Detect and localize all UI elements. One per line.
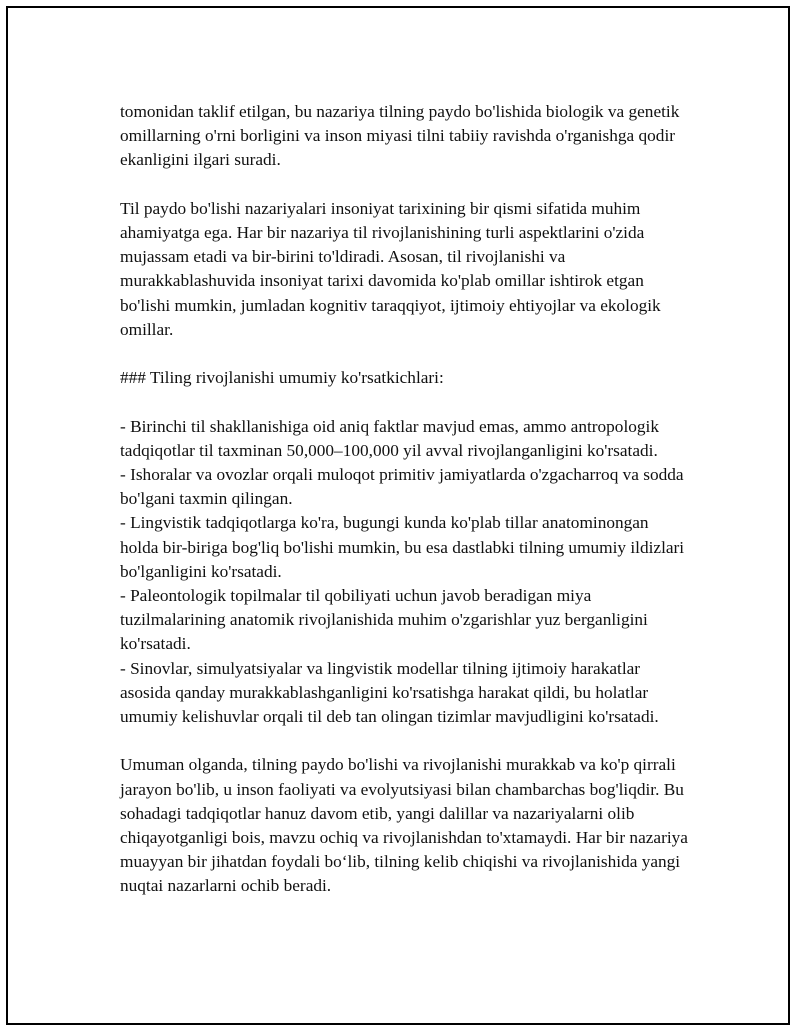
list-item: - Paleontologik topilmalar til qobiliyati uchun javob beradigan miya tuzilmalarining anatomik rivojlanishida muhim o'zgarishlar yuz berganligini ko'rsatadi. bbox=[120, 586, 648, 654]
section-heading: ### Tiling rivojlanishi umumiy ko'rsatkichlari: bbox=[120, 368, 444, 388]
paragraph-spacer bbox=[120, 729, 690, 753]
paragraph-intro-continuation: tomonidan taklif etilgan, bu nazariya tilning paydo bo'lishida biologik va genetik omillarning o'rni borligini va inson miyasi tilni tabiiy ravishda o'rganishga qodir ekanligini ilgari suradi. bbox=[120, 102, 680, 170]
paragraph-spacer bbox=[120, 342, 690, 366]
indicator-list bbox=[120, 415, 690, 730]
list-item: - Lingvistik tadqiqotlarga ko'ra, bugungi kunda ko'plab tillar anatominongan holda bir-biriga bog'liq bo'lishi mumkin, bu esa dastlabki tilning umumiy ildizlari bo'lganligini ko'rsatadi. bbox=[120, 513, 685, 581]
list-item: - Sinovlar, simulyatsiyalar va lingvistik modellar tilning ijtimoiy harakatlar asosida qanday murakkablashganligini ko'rsatishga harakat qildi, bu holatlar umumiy kelishuvlar orqali til deb tan olingan tizimlar mavjudligini ko'rsatadi. bbox=[120, 658, 659, 727]
document-body bbox=[120, 100, 690, 899]
list-item: - Birinchi til shakllanishiga oid aniq faktlar mavjud emas, ammo antropologik tadqiqotlar til taxminan 50,000–100,000 yil avval rivojlanganligini ko'rsatadi. bbox=[120, 416, 659, 460]
paragraph-conclusion: Umuman olganda, tilning paydo bo'lishi va rivojlanishi murakkab va ko'p qirrali jarayon bo'lib, u inson faoliyati va evolyutsiyasi bilan chambarchas bog'liqdir. Bu sohadagi tadqiqotlar hanuz davom etib, yangi dalillar va nazariyalarni olib chiqayotganligi bois, mavzu ochiq va rivojlanishdan to'xtamaydi. Har bir nazariya muayyan bir jihatdan foydali bo‘lib, tilning kelib chiqishi va rivojlanishida yangi nuqtai nazarlarni ochib beradi. bbox=[120, 755, 688, 896]
paragraph-spacer bbox=[120, 173, 690, 197]
document-page bbox=[6, 6, 790, 1025]
paragraph-spacer bbox=[120, 390, 690, 414]
list-item: - Ishoralar va ovozlar orqali muloqot primitiv jamiyatlarda o'zgacharroq va sodda bo'lgani taxmin qilingan. bbox=[120, 465, 684, 509]
paragraph-theories-importance: Til paydo bo'lishi nazariyalari insoniyat tarixining bir qismi sifatida muhim ahamiyatga ega. Har bir nazariya til rivojlanishining turli aspektlarini o'zida mujassam etadi va bir-birini to'ldiradi. Asosan, til rivojlanishi va murakkablashuvida insoniyat tarixi davomida ko'plab omillar ishtirok etgan bo'lishi mumkin, jumladan kognitiv taraqqiyot, ijtimoiy ehtiyojlar va ekologik omillar. bbox=[120, 198, 661, 339]
